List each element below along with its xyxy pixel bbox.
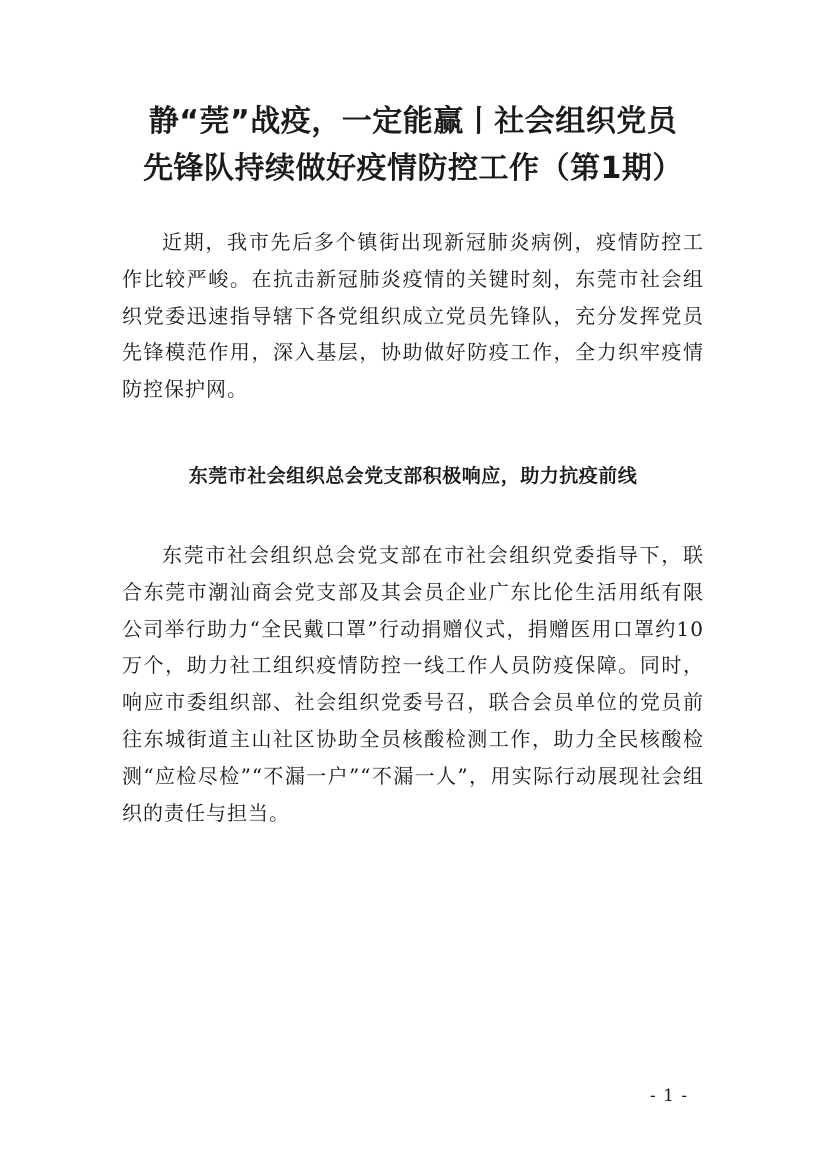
title-line-1: 静“莞”战疫，一定能赢丨社会组织党员 xyxy=(148,104,678,139)
title-line-2: 先锋队持续做好疫情防控工作（第1期） xyxy=(143,151,683,186)
section-heading: 东莞市社会组织总会党支部积极响应，助力抗疫前线 xyxy=(188,465,638,487)
intro-paragraph: 近期，我市先后多个镇街出现新冠肺炎病例，疫情防控工作比较严峻。在抗击新冠肺炎疫情的关键时刻，东莞市社会组织党委迅速指导辖下各党组织成立党员先锋队，充分发挥党员先锋模范作用，深入基层，协助做好防疫工作，全力织牢疫情防控保护网。 xyxy=(122,230,704,402)
document-title xyxy=(100,98,726,192)
page-number: - 1 - xyxy=(650,1086,689,1106)
body-paragraph: 东莞市社会组织总会党支部在市社会组织党委指导下，联合东莞市潮汕商会党支部及其会员企业广东比伦生活用纸有限公司举行助力“全民戴口罩”行动捐赠仪式，捐赠医用口罩约10万个，助力社工组织疫情防控一线工作人员防疫保障。同时，响应市委组织部、社会组织党委号召，联合会员单位的党员前往东城街道主山社区协助全员核酸检测工作，助力全民核酸检测“应检尽检”“不漏一户”“不漏一人”，用实际行动展现社会组织的责任与担当。 xyxy=(122,543,704,825)
